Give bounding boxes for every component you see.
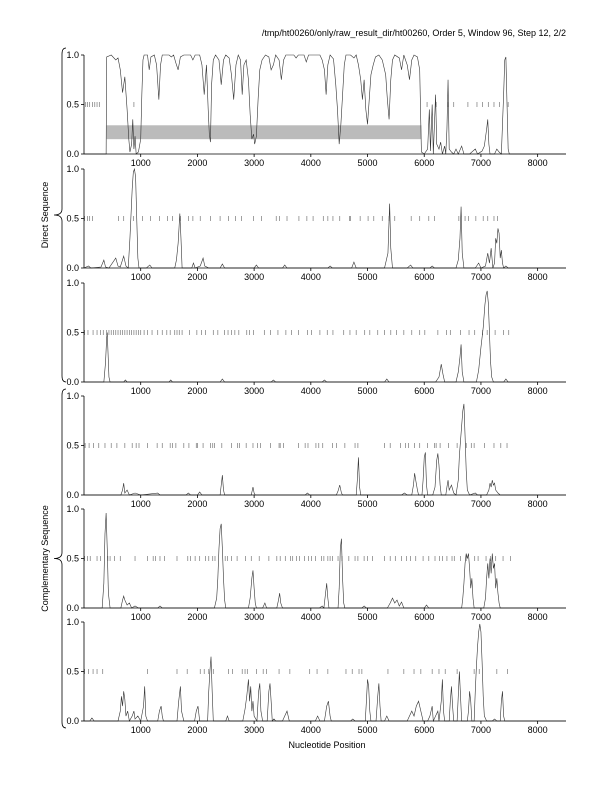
y-tick-label: 1.0	[66, 504, 79, 514]
x-tick-label: 1000	[130, 386, 151, 396]
x-tick-label: 2000	[187, 725, 208, 735]
x-tick-label: 3000	[244, 612, 265, 622]
x-tick-label: 4000	[300, 272, 321, 282]
x-tick-label: 8000	[527, 158, 548, 168]
x-tick-label: 6000	[414, 158, 435, 168]
group-bracket	[54, 48, 66, 382]
x-tick-label: 3000	[244, 725, 265, 735]
shaded-region	[107, 125, 422, 139]
series-line	[84, 513, 566, 608]
x-tick-label: 1000	[130, 612, 151, 622]
x-tick-label: 2000	[187, 499, 208, 509]
y-tick-label: 0.5	[66, 440, 79, 451]
x-tick-label: 1000	[130, 725, 151, 735]
x-tick-label: 5000	[357, 499, 378, 509]
y-tick-label: 0.5	[66, 666, 79, 677]
y-tick-label: 1.0	[66, 278, 79, 288]
y-tick-label: 0.0	[66, 377, 79, 387]
x-tick-label: 1000	[130, 272, 151, 282]
x-tick-label: 5000	[357, 272, 378, 282]
x-tick-label: 8000	[527, 499, 548, 509]
x-tick-label: 5000	[357, 612, 378, 622]
x-tick-label: 2000	[187, 272, 208, 282]
panel-5	[66, 504, 566, 622]
x-axis-label: Nucleotide Position	[288, 740, 366, 750]
y-tick-label: 0.0	[66, 490, 79, 500]
x-tick-label: 2000	[187, 612, 208, 622]
panel-4	[66, 391, 566, 509]
x-tick-label: 6000	[414, 499, 435, 509]
group-brackets	[40, 48, 66, 728]
x-tick-label: 7000	[470, 612, 491, 622]
group-label: Direct Sequence	[40, 181, 50, 249]
x-tick-label: 7000	[470, 725, 491, 735]
x-tick-label: 8000	[527, 386, 548, 396]
panel-1	[66, 50, 566, 168]
series-line	[84, 291, 566, 382]
y-tick-label: 0.5	[66, 99, 79, 110]
x-tick-label: 6000	[414, 272, 435, 282]
x-tick-label: 6000	[414, 386, 435, 396]
x-tick-label: 8000	[527, 725, 548, 735]
y-tick-label: 0.0	[66, 716, 79, 726]
x-tick-label: 7000	[470, 386, 491, 396]
panel-3	[66, 278, 566, 396]
x-tick-label: 1000	[130, 158, 151, 168]
x-tick-label: 1000	[130, 499, 151, 509]
y-tick-label: 0.5	[66, 327, 79, 338]
x-tick-label: 3000	[244, 499, 265, 509]
x-tick-label: 2000	[187, 158, 208, 168]
x-tick-label: 4000	[300, 725, 321, 735]
header-text: /tmp/ht00260/only/raw_result_dir/ht00260, Order 5, Window 96, Step 12, 2/2	[261, 28, 566, 38]
x-tick-label: 2000	[187, 386, 208, 396]
panels	[66, 50, 566, 735]
x-tick-label: 4000	[300, 612, 321, 622]
series-line	[84, 624, 566, 721]
x-tick-label: 7000	[470, 272, 491, 282]
y-tick-label: 1.0	[66, 50, 79, 60]
x-tick-label: 4000	[300, 499, 321, 509]
x-tick-label: 6000	[414, 612, 435, 622]
x-tick-label: 8000	[527, 612, 548, 622]
x-tick-label: 5000	[357, 158, 378, 168]
x-tick-label: 3000	[244, 272, 265, 282]
y-tick-label: 1.0	[66, 617, 79, 627]
panel-2	[66, 164, 566, 282]
y-tick-label: 0.0	[66, 603, 79, 613]
y-tick-label: 0.0	[66, 263, 79, 273]
x-tick-label: 6000	[414, 725, 435, 735]
y-tick-label: 1.0	[66, 164, 79, 174]
x-tick-label: 5000	[357, 725, 378, 735]
y-tick-label: 0.5	[66, 213, 79, 224]
y-tick-label: 0.5	[66, 553, 79, 564]
series-line	[84, 404, 566, 495]
x-tick-label: 7000	[470, 158, 491, 168]
x-tick-label: 7000	[470, 499, 491, 509]
panel-6	[66, 617, 566, 735]
x-tick-label: 5000	[357, 386, 378, 396]
y-tick-label: 0.0	[66, 149, 79, 159]
x-tick-label: 3000	[244, 158, 265, 168]
x-tick-label: 3000	[244, 386, 265, 396]
x-tick-label: 4000	[300, 386, 321, 396]
group-bracket	[54, 389, 66, 728]
x-tick-label: 4000	[300, 158, 321, 168]
y-tick-label: 1.0	[66, 391, 79, 401]
x-tick-label: 8000	[527, 272, 548, 282]
group-label: Complementary Sequence	[40, 505, 50, 612]
